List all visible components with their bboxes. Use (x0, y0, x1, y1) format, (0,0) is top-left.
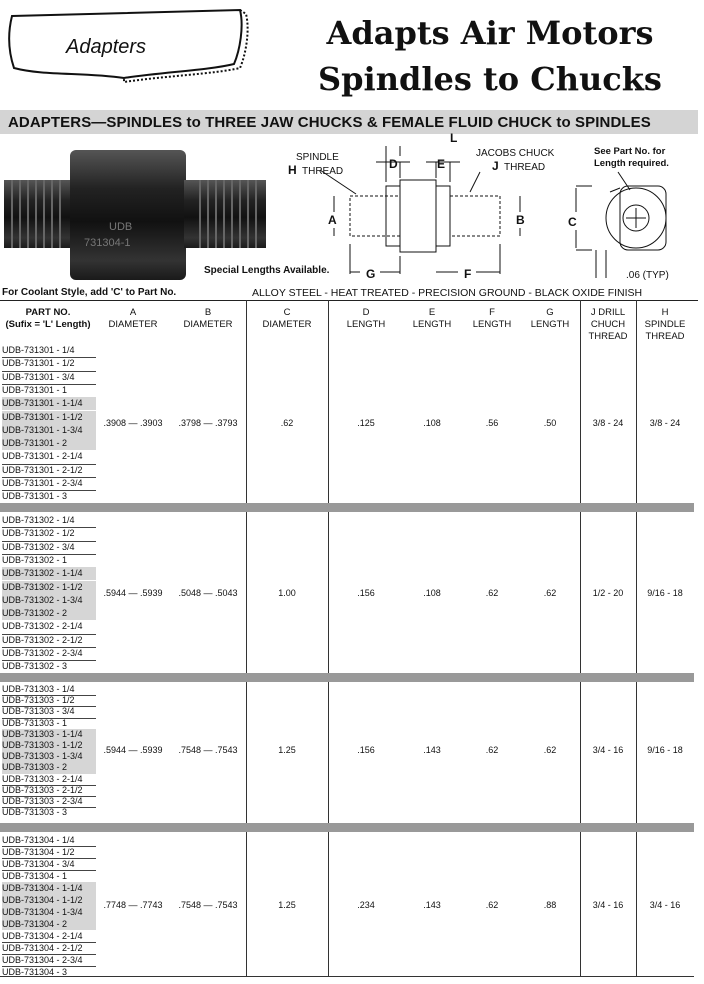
part-number-row: UDB-731302 - 1-1/4 (2, 567, 96, 580)
page-title (290, 10, 690, 102)
part-number-row: UDB-731303 - 2-3/4 (2, 796, 83, 806)
jacobs-label: JACOBS CHUCK (476, 148, 555, 159)
value-j: 3/8 - 24 (592, 417, 624, 428)
part-number-row: UDB-731303 - 2-1/4 (2, 773, 83, 784)
group-separator-bar (0, 823, 694, 832)
photo-marking-1: UDB (109, 221, 133, 233)
part-number-row: UDB-731304 - 2 (2, 918, 96, 930)
spindle-label: SPINDLE (296, 152, 339, 163)
header-f (464, 307, 520, 331)
header-part-no (0, 307, 96, 331)
value-e: .108 (423, 417, 441, 428)
part-number-row: UDB-731304 - 1-1/4 (2, 882, 96, 894)
typ-label: .06 (TYP) (626, 270, 669, 281)
material-note: ALLOY STEEL - HEAT TREATED - PRECISION GROUND - BLACK OXIDE FINISH (252, 287, 643, 299)
value-e: .143 (423, 745, 441, 756)
value-b: .7548 — .7543 (178, 900, 238, 910)
header-j-line-3: THREAD (588, 331, 628, 342)
value-d: .156 (357, 587, 375, 598)
header-rule (0, 300, 698, 301)
value-a: .3908 — .3903 (103, 417, 163, 428)
header-part-line-2: (Sufix = 'L' Length) (5, 319, 91, 330)
value-f: .56 (485, 417, 499, 428)
header-c (246, 307, 328, 331)
part-number-row: UDB-731304 - 3/4 (2, 859, 75, 869)
part-number-row: UDB-731302 - 2 (2, 607, 96, 620)
dim-e-label: E (437, 157, 446, 171)
header-h-line-1: H (661, 307, 669, 318)
part-number-row: UDB-731302 - 1/2 (2, 528, 75, 539)
value-a: .5944 — .5939 (103, 745, 163, 756)
part-number-row: UDB-731301 - 3 (2, 491, 68, 502)
part-number-row: UDB-731301 - 1-1/2 (2, 411, 96, 424)
part-number-row: UDB-731301 - 2 (2, 437, 96, 450)
special-lengths-note: Special Lengths Available. (204, 265, 330, 276)
part-number-row: UDB-731301 - 1-3/4 (2, 424, 96, 437)
header-g (522, 307, 578, 331)
header-g-line-1: G (546, 307, 554, 318)
group-separator-bar (0, 503, 694, 512)
value-g: .62 (543, 587, 557, 598)
part-number-row: UDB-731303 - 1-1/4 (2, 729, 96, 740)
part-number-row: UDB-731301 - 1/2 (2, 358, 75, 369)
value-c: 1.25 (278, 900, 296, 910)
column-divider (328, 300, 329, 977)
value-b: .5048 — .5043 (178, 587, 238, 598)
header-e-line-2: LENGTH (412, 319, 452, 330)
dim-l-label: L (450, 132, 458, 145)
header-d (328, 307, 404, 331)
header-b (170, 307, 246, 331)
value-e: .108 (423, 587, 441, 598)
h-thread-letter: H (288, 163, 297, 177)
value-h: 3/8 - 24 (649, 417, 681, 428)
value-h: 9/16 - 18 (647, 587, 683, 598)
header-j-line-1: J DRILL (590, 307, 626, 318)
part-number-row: UDB-731302 - 1-1/2 (2, 581, 96, 594)
part-number-row: UDB-731301 - 1/4 (2, 345, 75, 355)
table-bottom-rule (0, 976, 694, 977)
header-d-line-2: LENGTH (346, 319, 386, 330)
part-number-row: UDB-731302 - 3/4 (2, 541, 75, 552)
column-divider (580, 300, 581, 977)
part-number-row: UDB-731303 - 1-3/4 (2, 751, 96, 762)
column-divider (246, 300, 247, 977)
dim-f-label: F (464, 267, 472, 281)
part-number-row: UDB-731303 - 1 (2, 717, 68, 728)
part-number-row: UDB-731302 - 2-1/4 (2, 621, 83, 632)
dim-c-label: C (568, 215, 577, 229)
header-a-line-2: DIAMETER (108, 319, 158, 330)
value-f: .62 (485, 900, 499, 910)
header-j (580, 307, 636, 343)
header-h (636, 307, 694, 343)
value-h: 3/4 - 16 (649, 900, 681, 910)
part-number-row: UDB-731303 - 1-1/2 (2, 740, 96, 751)
coolant-note: For Coolant Style, add 'C' to Part No. (2, 287, 177, 298)
header-e-line-1: E (428, 307, 436, 318)
header-b-line-1: B (204, 307, 212, 318)
part-number-row: UDB-731304 - 1 (2, 871, 68, 881)
part-number-row: UDB-731301 - 3/4 (2, 371, 75, 382)
part-number-row: UDB-731302 - 2-1/2 (2, 634, 83, 645)
value-d: .234 (357, 900, 375, 910)
part-number-row: UDB-731303 - 1/2 (2, 695, 75, 706)
dimension-diagram (280, 132, 700, 282)
h-thread-word: THREAD (302, 166, 344, 177)
header-f-line-1: F (489, 307, 495, 318)
adapter-photo (4, 150, 266, 284)
header-e (404, 307, 460, 331)
value-f: .62 (485, 587, 499, 598)
value-j: 3/4 - 16 (592, 900, 624, 910)
value-d: .156 (357, 745, 375, 756)
header-c-line-1: C (283, 307, 291, 318)
part-number-row: UDB-731304 - 1-1/2 (2, 894, 96, 906)
value-b: .7548 — .7543 (178, 745, 238, 756)
part-number-row: UDB-731301 - 2-3/4 (2, 478, 83, 488)
value-g: .88 (543, 900, 557, 910)
value-a: .7748 — .7743 (103, 900, 163, 910)
header-f-line-2: LENGTH (472, 319, 512, 330)
column-divider (636, 300, 637, 977)
part-number-row: UDB-731304 - 2-1/2 (2, 943, 83, 953)
value-b: .3798 — .3793 (178, 417, 238, 428)
photo-marking-2: 731304-1 (84, 237, 131, 249)
header-h-line-3: THREAD (645, 331, 685, 342)
header-part-line-1: PART NO. (25, 307, 71, 318)
value-d: .125 (357, 417, 375, 428)
value-j: 3/4 - 16 (592, 745, 624, 756)
value-g: .50 (543, 417, 557, 428)
value-g: .62 (543, 745, 557, 756)
value-h: 9/16 - 18 (647, 745, 683, 756)
part-number-row: UDB-731301 - 1-1/4 (2, 397, 96, 410)
part-number-row: UDB-731302 - 3 (2, 661, 68, 672)
title-line-2: Spindles to Chucks (318, 60, 662, 98)
dim-a-label: A (328, 213, 337, 227)
part-number-row: UDB-731304 - 1/2 (2, 847, 75, 857)
value-j: 1/2 - 20 (592, 587, 624, 598)
part-number-row: UDB-731304 - 3 (2, 967, 68, 977)
part-number-row: UDB-731304 - 2-1/4 (2, 931, 83, 941)
see-part-line-1: See Part No. for (594, 146, 666, 157)
value-c: 1.25 (278, 745, 296, 756)
part-number-row: UDB-731303 - 2-1/2 (2, 784, 83, 795)
j-thread-letter: J (492, 159, 499, 173)
part-number-row: UDB-731302 - 2-3/4 (2, 648, 83, 658)
header-h-line-2: SPINDLE (644, 319, 686, 330)
part-number-row: UDB-731304 - 1-3/4 (2, 906, 96, 918)
part-number-row: UDB-731302 - 1-3/4 (2, 594, 96, 607)
header-a-line-1: A (129, 307, 137, 318)
j-thread-word: THREAD (504, 162, 546, 173)
part-number-row: UDB-731301 - 2-1/4 (2, 451, 83, 462)
part-number-row: UDB-731303 - 2 (2, 762, 96, 773)
part-number-row: UDB-731304 - 2-3/4 (2, 955, 83, 965)
title-line-1: Adapts Air Motors (326, 14, 654, 52)
header-g-line-2: LENGTH (530, 319, 570, 330)
banner-label: Adapters (66, 36, 147, 58)
value-f: .62 (485, 745, 499, 756)
part-number-row: UDB-731302 - 1/4 (2, 515, 75, 525)
see-part-line-2: Length required. (594, 158, 669, 169)
part-number-row: UDB-731301 - 2-1/2 (2, 464, 83, 475)
value-e: .143 (423, 900, 441, 910)
value-c: .62 (280, 417, 294, 428)
dim-d-label: D (389, 157, 398, 171)
part-number-row: UDB-731301 - 1 (2, 384, 68, 395)
value-a: .5944 — .5939 (103, 587, 163, 598)
header-j-line-2: CHUCH (590, 319, 626, 330)
dim-g-label: G (366, 267, 376, 281)
part-number-row: UDB-731303 - 3 (2, 807, 68, 818)
group-separator-bar (0, 673, 694, 682)
header-b-line-2: DIAMETER (183, 319, 233, 330)
section-heading: ADAPTERS—SPINDLES to THREE JAW CHUCKS & FEMALE FLUID CHUCK to SPINDLES (0, 110, 698, 134)
part-number-row: UDB-731303 - 1/4 (2, 684, 75, 694)
header-c-line-2: DIAMETER (262, 319, 312, 330)
value-c: 1.00 (278, 587, 296, 598)
header-d-line-1: D (362, 307, 370, 318)
dim-b-label: B (516, 213, 525, 227)
header-a (96, 307, 170, 331)
part-number-row: UDB-731302 - 1 (2, 554, 68, 565)
part-number-row: UDB-731304 - 1/4 (2, 835, 75, 845)
part-number-row: UDB-731303 - 3/4 (2, 706, 75, 717)
